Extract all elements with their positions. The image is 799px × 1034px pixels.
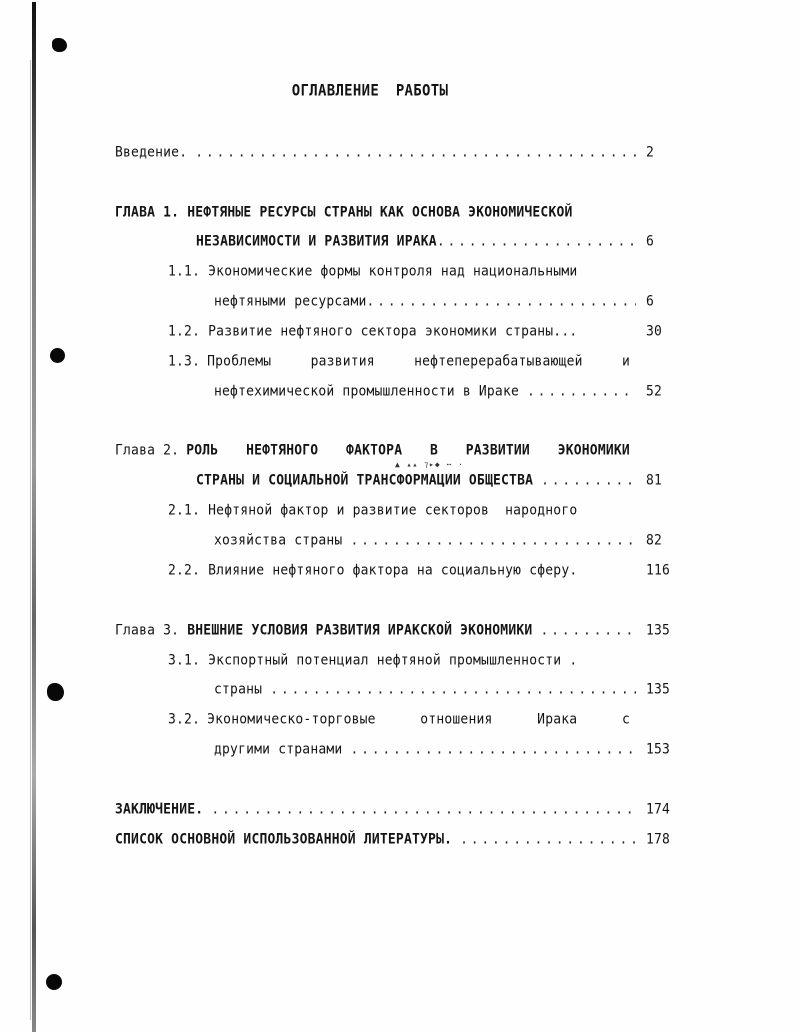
chapter-title: НЕФТЯНЫЕ РЕСУРСЫ СТРАНЫ КАК ОСНОВА ЭКОНОМИЧЕСКОЙ <box>187 204 573 221</box>
leader-dots <box>350 530 636 552</box>
section-word: Экономическо-торговые <box>207 711 376 728</box>
leader-dots <box>211 799 636 821</box>
chapter-word: НЕФТЯНОГО <box>246 442 319 459</box>
toc-section-3-2-line1 <box>168 709 630 731</box>
section-title: Развитие нефтяного сектора экономики страны... <box>208 323 578 340</box>
toc-entry-conclusion <box>115 799 636 821</box>
toc-section-2-1-line1 <box>168 500 638 522</box>
entry-text: ЗАКЛЮЧЕНИЕ. <box>115 801 204 818</box>
section-word: отношения <box>420 711 493 728</box>
section-title-cont: нефтяными ресурсами <box>214 293 367 310</box>
page-number: 174 <box>646 801 671 818</box>
section-title-cont: хозяйства страны <box>214 532 343 549</box>
section-title: Влияние нефтяного фактора на социальную сферу. <box>208 562 578 579</box>
section-word: с <box>621 711 630 728</box>
leader-dots <box>540 620 636 642</box>
section-number: 1.2. <box>168 323 201 340</box>
section-title-cont: нефтехимической промышленности в Ираке <box>214 383 520 400</box>
toc-section-1-3-line2 <box>214 381 636 403</box>
toc-title: ОГЛАВЛЕНИЕ РАБОТЫ <box>291 81 449 101</box>
leader-dots <box>350 739 636 761</box>
leader-dots <box>437 231 636 253</box>
section-title: Экспортный потенциал нефтяной промышленности . <box>208 652 578 669</box>
page-number: 116 <box>646 562 671 579</box>
chapter-label: Глава 3. <box>115 622 180 639</box>
section-number: 1.3. <box>168 353 201 370</box>
leader-dots <box>541 470 636 492</box>
section-title-cont: другими странами <box>214 741 343 758</box>
chapter-word: В <box>429 442 438 459</box>
toc-chapter-2-line2 <box>196 470 636 492</box>
chapter-title: ВНЕШНИЕ УСЛОВИЯ РАЗВИТИЯ ИРАКСКОЙ ЭКОНОМИКИ <box>187 622 533 639</box>
page-number: 82 <box>646 532 663 549</box>
toc-entry-introduction <box>115 142 636 164</box>
section-title-cont: страны <box>214 681 263 698</box>
page-number: 6 <box>646 293 655 310</box>
chapter-word: ЭКОНОМИКИ <box>557 442 630 459</box>
toc-section-2-2 <box>168 560 638 582</box>
section-word: и <box>621 353 630 370</box>
toc-section-1-3-line1 <box>168 351 630 373</box>
chapter-label: ГЛАВА 1. <box>115 204 180 221</box>
section-word: Проблемы <box>207 353 272 370</box>
toc-section-1-2 <box>168 321 638 343</box>
page-number: 153 <box>646 741 671 758</box>
page-number: 135 <box>646 622 671 639</box>
chapter-word: РАЗВИТИИ <box>465 442 530 459</box>
leader-dots <box>270 679 636 701</box>
section-title: Экономические формы контроля над национальными <box>208 263 578 280</box>
toc-section-1-1-line2 <box>214 291 636 313</box>
leader-dots <box>460 829 636 851</box>
toc-entry-bibliography <box>115 829 636 851</box>
leader-dots <box>367 291 636 313</box>
toc-chapter-3 <box>115 620 636 642</box>
leader-dots <box>527 381 636 403</box>
toc-chapter-2-line1 <box>115 440 630 462</box>
entry-text: Введение. <box>115 144 188 161</box>
chapter-title-cont: НЕЗАВИСИМОСТИ И РАЗВИТИЯ ИРАКА <box>196 233 437 250</box>
section-word: Ирака <box>537 711 578 728</box>
section-number: 3.2. <box>168 711 201 728</box>
page-number: 135 <box>646 681 671 698</box>
toc-section-2-1-line2 <box>214 530 636 552</box>
page-number: 30 <box>646 323 663 340</box>
section-number: 2.2. <box>168 562 201 579</box>
chapter-title-cont: СТРАНЫ И СОЦИАЛЬНОЙ ТРАНСФОРМАЦИИ ОБЩЕСТВА <box>196 472 534 489</box>
toc-section-3-1-line1 <box>168 650 638 672</box>
toc-chapter-1-line2 <box>196 231 636 253</box>
scan-smudge: ▲ ▴▴ ⁊▸◆ ⋯ · <box>395 460 464 469</box>
section-number: 3.1. <box>168 652 201 669</box>
toc-section-3-1-line2 <box>214 679 636 701</box>
chapter-label: Глава 2. <box>115 442 180 459</box>
toc-chapter-1-line1 <box>115 202 635 224</box>
page-number: 178 <box>646 831 671 848</box>
section-number: 2.1. <box>168 502 201 519</box>
chapter-word: ФАКТОРА <box>346 442 403 459</box>
section-word: нефтеперерабатывающей <box>414 353 583 370</box>
leader-dots <box>195 142 636 164</box>
toc-section-3-2-line2 <box>214 739 636 761</box>
section-number: 1.1. <box>168 263 201 280</box>
page-number: 2 <box>646 144 655 161</box>
chapter-word: РОЛЬ <box>186 442 219 459</box>
entry-text: СПИСОК ОСНОВНОЙ ИСПОЛЬЗОВАННОЙ ЛИТЕРАТУРЫ. <box>115 831 453 848</box>
page-number: 81 <box>646 472 663 489</box>
toc-section-1-1-line1 <box>168 261 638 283</box>
page-number: 6 <box>646 233 655 250</box>
section-title: Нефтяной фактор и развитие секторов народного <box>208 502 578 519</box>
section-word: развития <box>310 353 375 370</box>
page-number: 52 <box>646 383 663 400</box>
